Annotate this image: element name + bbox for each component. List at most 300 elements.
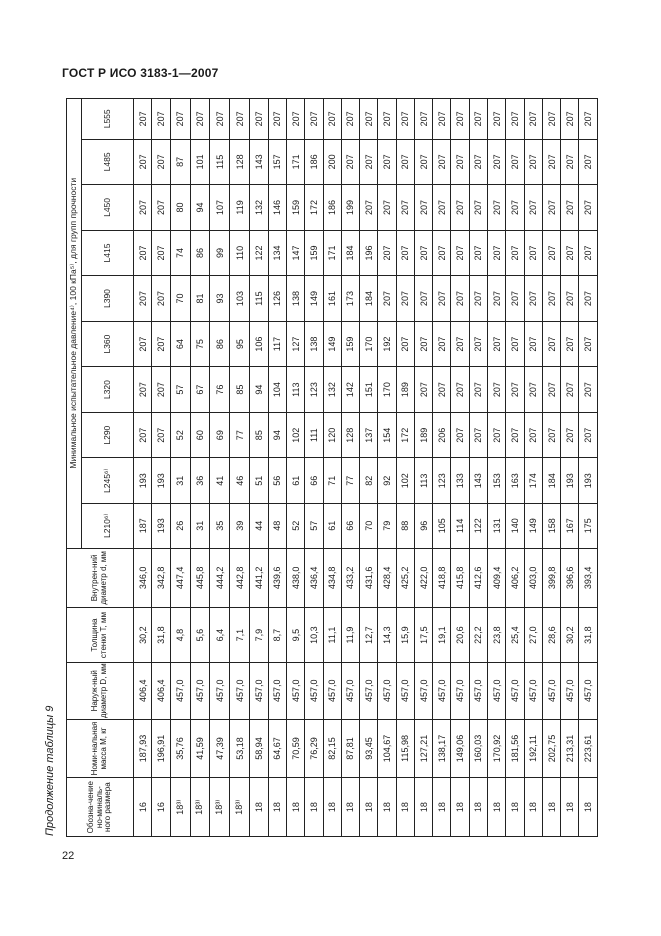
cell-pressure-l210: 66 [341,504,359,549]
cell-pressure-l210: 96 [414,504,432,549]
cell-pressure-l390: 207 [396,276,414,322]
cell-pressure-l320: 207 [134,367,152,413]
cell-mass: 47,39 [210,719,230,778]
cell-pressure-l390: 115 [250,276,268,322]
cell-pressure-l245: 56 [268,458,286,504]
table-row [451,99,469,837]
cell-pressure-l320: 132 [323,367,341,413]
cell-pressure-l450: 207 [433,185,451,231]
header-grade: L320 [82,367,134,413]
cell-pressure-l390: 207 [579,276,598,322]
cell-inner-diameter: 399,8 [542,548,560,608]
table-row [524,99,542,837]
cell-pressure-l390: 70 [170,276,190,322]
cell-pressure-l320: 207 [152,367,170,413]
cell-outer-diameter: 457,0 [323,662,341,719]
rotated-table-container [66,98,598,837]
cell-pressure-l245: 36 [190,458,210,504]
cell-pressure-l360: 207 [396,321,414,367]
cell-outer-diameter: 457,0 [451,662,469,719]
cell-pressure-l290: 154 [378,412,396,458]
cell-pressure-l415: 207 [414,230,432,276]
cell-size: 18 [414,778,432,837]
cell-pressure-l555: 207 [190,99,210,140]
cell-pressure-l415: 171 [323,230,341,276]
table-row [152,99,170,837]
cell-size: 18³⁾ [210,778,230,837]
cell-pressure-l290: 189 [414,412,432,458]
cell-pressure-l485: 207 [152,139,170,185]
table-row [268,99,286,837]
cell-pressure-l415: 207 [378,230,396,276]
cell-pressure-l360: 192 [378,321,396,367]
cell-outer-diameter: 457,0 [230,662,250,719]
cell-pressure-l450: 207 [506,185,524,231]
cell-pressure-l210: 131 [488,504,506,549]
table-row [134,99,152,837]
cell-pressure-l415: 207 [561,230,579,276]
cell-size: 18 [305,778,323,837]
cell-pressure-l290: 60 [190,412,210,458]
cell-pressure-l210: 57 [305,504,323,549]
cell-pressure-l555: 207 [488,99,506,140]
cell-pressure-l485: 200 [323,139,341,185]
cell-pressure-l320: 85 [230,367,250,413]
cell-pressure-l320: 94 [250,367,268,413]
cell-size: 18 [524,778,542,837]
cell-pressure-l290: 69 [210,412,230,458]
cell-inner-diameter: 447,4 [170,548,190,608]
cell-wall-thickness: 25,4 [506,608,524,663]
cell-pressure-l210: 31 [190,504,210,549]
cell-pressure-l415: 122 [250,230,268,276]
cell-wall-thickness: 11,1 [323,608,341,663]
cell-wall-thickness: 11,9 [341,608,359,663]
cell-inner-diameter: 436,4 [305,548,323,608]
table-row [542,99,560,837]
cell-size: 18 [360,778,378,837]
cell-pressure-l415: 159 [305,230,323,276]
table-row [378,99,396,837]
table-row [396,99,414,837]
cell-pressure-l415: 74 [170,230,190,276]
cell-mass: 87,81 [341,719,359,778]
cell-pressure-l390: 149 [305,276,323,322]
cell-outer-diameter: 457,0 [170,662,190,719]
cell-pressure-l320: 104 [268,367,286,413]
cell-pressure-l210: 61 [323,504,341,549]
cell-pressure-l390: 207 [451,276,469,322]
cell-pressure-l245: 193 [579,458,598,504]
cell-inner-diameter: 439,6 [268,548,286,608]
cell-pressure-l485: 143 [250,139,268,185]
cell-pressure-l555: 207 [170,99,190,140]
cell-wall-thickness: 9,5 [286,608,304,663]
cell-pressure-l290: 128 [341,412,359,458]
cell-pressure-l450: 207 [469,185,487,231]
cell-pressure-l450: 172 [305,185,323,231]
cell-pressure-l360: 95 [230,321,250,367]
table-row [170,99,190,837]
cell-wall-thickness: 28,6 [542,608,560,663]
cell-pressure-l290: 52 [170,412,190,458]
cell-wall-thickness: 14,3 [378,608,396,663]
cell-wall-thickness: 31,8 [152,608,170,663]
cell-pressure-l290: 207 [506,412,524,458]
cell-pressure-l360: 207 [414,321,432,367]
cell-size: 18 [378,778,396,837]
cell-pressure-l415: 86 [190,230,210,276]
cell-size: 16 [134,778,152,837]
cell-pressure-l555: 207 [230,99,250,140]
cell-pressure-l245: 82 [360,458,378,504]
cell-mass: 104,67 [378,719,396,778]
cell-pressure-l210: 122 [469,504,487,549]
page-number: 22 [62,850,75,862]
header-mass: Номи-нальная масса M, кг [67,719,134,778]
cell-pressure-l415: 207 [451,230,469,276]
cell-pressure-l290: 207 [579,412,598,458]
cell-outer-diameter: 457,0 [286,662,304,719]
cell-size: 18 [268,778,286,837]
cell-size: 18 [433,778,451,837]
cell-pressure-l555: 207 [210,99,230,140]
cell-outer-diameter: 457,0 [506,662,524,719]
cell-pressure-l555: 207 [414,99,432,140]
cell-pressure-l555: 207 [524,99,542,140]
cell-pressure-l390: 103 [230,276,250,322]
table-row [323,99,341,837]
table-body [134,99,598,837]
cell-size: 18 [396,778,414,837]
cell-mass: 64,67 [268,719,286,778]
cell-pressure-l485: 207 [378,139,396,185]
cell-pressure-l210: 26 [170,504,190,549]
cell-pressure-l555: 207 [451,99,469,140]
cell-pressure-l555: 207 [579,99,598,140]
cell-pressure-l320: 207 [542,367,560,413]
cell-pressure-l415: 207 [506,230,524,276]
cell-pressure-l290: 111 [305,412,323,458]
cell-mass: 181,56 [506,719,524,778]
cell-mass: 93,45 [360,719,378,778]
cell-pressure-l450: 207 [488,185,506,231]
cell-pressure-l450: 207 [524,185,542,231]
cell-pressure-l245: 163 [506,458,524,504]
cell-outer-diameter: 457,0 [469,662,487,719]
cell-pressure-l210: 79 [378,504,396,549]
cell-mass: 196,91 [152,719,170,778]
cell-pressure-l415: 207 [433,230,451,276]
cell-mass: 58,94 [250,719,268,778]
cell-pressure-l555: 207 [134,99,152,140]
cell-outer-diameter: 457,0 [341,662,359,719]
cell-pressure-l320: 207 [561,367,579,413]
table-row [305,99,323,837]
cell-size: 18 [579,778,598,837]
header-grade: L485 [82,139,134,185]
cell-pressure-l415: 99 [210,230,230,276]
table-row [286,99,304,837]
header-grade: L415 [82,230,134,276]
cell-wall-thickness: 31,8 [579,608,598,663]
table-row [469,99,487,837]
cell-pressure-l320: 207 [414,367,432,413]
cell-pressure-l290: 85 [250,412,268,458]
cell-pressure-l485: 207 [561,139,579,185]
cell-size: 18 [341,778,359,837]
cell-pressure-l415: 207 [134,230,152,276]
cell-pressure-l450: 207 [134,185,152,231]
cell-pressure-l360: 207 [561,321,579,367]
cell-pressure-l390: 81 [190,276,210,322]
cell-pressure-l450: 207 [396,185,414,231]
cell-pressure-l415: 184 [341,230,359,276]
cell-inner-diameter: 433,2 [341,548,359,608]
cell-pressure-l245: 153 [488,458,506,504]
table-row [488,99,506,837]
cell-pressure-l210: 149 [524,504,542,549]
cell-pressure-l450: 80 [170,185,190,231]
cell-wall-thickness: 30,2 [561,608,579,663]
cell-size: 18³⁾ [230,778,250,837]
cell-size: 18 [561,778,579,837]
header-inner-diameter: Внутрен-ний диаметр d, мм [67,548,134,608]
cell-mass: 213,31 [561,719,579,778]
cell-mass: 223,61 [579,719,598,778]
cell-size: 18 [469,778,487,837]
cell-pressure-l360: 86 [210,321,230,367]
cell-pressure-l210: 187 [134,504,152,549]
cell-pressure-l210: 44 [250,504,268,549]
header-grade: L210⁶⁾ [82,504,134,549]
cell-wall-thickness: 17,5 [414,608,432,663]
cell-pressure-l290: 206 [433,412,451,458]
cell-pressure-l320: 207 [451,367,469,413]
cell-pressure-l485: 207 [506,139,524,185]
cell-pressure-l360: 159 [341,321,359,367]
header-grade: L450 [82,185,134,231]
cell-pressure-l450: 94 [190,185,210,231]
cell-size: 18 [506,778,524,837]
cell-outer-diameter: 457,0 [414,662,432,719]
cell-pressure-l485: 186 [305,139,323,185]
cell-pressure-l360: 207 [488,321,506,367]
cell-pressure-l555: 207 [323,99,341,140]
cell-mass: 138,17 [433,719,451,778]
cell-pressure-l210: 48 [268,504,286,549]
cell-pressure-l390: 207 [469,276,487,322]
cell-pressure-l360: 106 [250,321,268,367]
cell-pressure-l290: 94 [268,412,286,458]
cell-pressure-l245: 31 [170,458,190,504]
cell-pressure-l450: 207 [152,185,170,231]
table-row [230,99,250,837]
cell-pressure-l320: 207 [469,367,487,413]
cell-mass: 192,11 [524,719,542,778]
cell-inner-diameter: 442,8 [230,548,250,608]
cell-pressure-l450: 207 [414,185,432,231]
cell-inner-diameter: 422,0 [414,548,432,608]
cell-pressure-l245: 193 [152,458,170,504]
cell-pressure-l485: 101 [190,139,210,185]
cell-pressure-l290: 120 [323,412,341,458]
cell-pressure-l485: 207 [542,139,560,185]
cell-pressure-l245: 77 [341,458,359,504]
cell-outer-diameter: 457,0 [542,662,560,719]
cell-pressure-l555: 207 [378,99,396,140]
cell-pressure-l555: 207 [469,99,487,140]
cell-pressure-l450: 207 [542,185,560,231]
cell-pressure-l245: 193 [561,458,579,504]
cell-pressure-l210: 39 [230,504,250,549]
cell-pressure-l390: 207 [506,276,524,322]
cell-pressure-l555: 207 [286,99,304,140]
cell-mass: 160,03 [469,719,487,778]
cell-pressure-l245: 46 [230,458,250,504]
cell-outer-diameter: 457,0 [190,662,210,719]
cell-pressure-l360: 127 [286,321,304,367]
cell-pressure-l450: 107 [210,185,230,231]
table-row [561,99,579,837]
cell-pressure-l245: 71 [323,458,341,504]
header-grade: L290 [82,412,134,458]
cell-wall-thickness: 30,2 [134,608,152,663]
cell-pressure-l210: 140 [506,504,524,549]
cell-wall-thickness: 4,8 [170,608,190,663]
cell-wall-thickness: 15,9 [396,608,414,663]
table-row [579,99,598,837]
cell-inner-diameter: 425,2 [396,548,414,608]
cell-pressure-l485: 207 [451,139,469,185]
cell-outer-diameter: 457,0 [360,662,378,719]
cell-pressure-l450: 159 [286,185,304,231]
cell-size: 16 [152,778,170,837]
cell-inner-diameter: 434,8 [323,548,341,608]
cell-pressure-l485: 115 [210,139,230,185]
cell-pressure-l245: 66 [305,458,323,504]
cell-pressure-l450: 207 [378,185,396,231]
cell-wall-thickness: 20,6 [451,608,469,663]
cell-wall-thickness: 8,7 [268,608,286,663]
cell-pressure-l415: 207 [579,230,598,276]
cell-pressure-l245: 133 [451,458,469,504]
cell-pressure-l320: 207 [506,367,524,413]
cell-pressure-l245: 51 [250,458,268,504]
cell-pressure-l415: 110 [230,230,250,276]
table-row [360,99,378,837]
cell-inner-diameter: 396,6 [561,548,579,608]
cell-pressure-l485: 207 [414,139,432,185]
cell-mass: 76,29 [305,719,323,778]
cell-pressure-l360: 117 [268,321,286,367]
cell-pressure-l450: 146 [268,185,286,231]
cell-wall-thickness: 5,6 [190,608,210,663]
cell-pressure-l390: 207 [524,276,542,322]
cell-inner-diameter: 403,0 [524,548,542,608]
cell-pressure-l320: 113 [286,367,304,413]
cell-size: 18 [451,778,469,837]
table-continuation-caption: Продолжение таблицы 9 [44,705,56,836]
cell-pressure-l390: 93 [210,276,230,322]
cell-outer-diameter: 406,4 [134,662,152,719]
cell-inner-diameter: 438,0 [286,548,304,608]
cell-outer-diameter: 457,0 [378,662,396,719]
cell-wall-thickness: 19,1 [433,608,451,663]
cell-pressure-l485: 207 [579,139,598,185]
cell-outer-diameter: 457,0 [524,662,542,719]
cell-pressure-l210: 175 [579,504,598,549]
cell-pressure-l360: 207 [134,321,152,367]
cell-pressure-l555: 207 [542,99,560,140]
cell-outer-diameter: 457,0 [561,662,579,719]
cell-pressure-l290: 207 [469,412,487,458]
cell-mass: 82,15 [323,719,341,778]
header-grade: L390 [82,276,134,322]
cell-outer-diameter: 457,0 [250,662,268,719]
cell-pressure-l360: 207 [469,321,487,367]
cell-mass: 149,06 [451,719,469,778]
cell-pressure-l290: 102 [286,412,304,458]
header-test-pressure: Минимальное испытательное давление⁴⁾, 100 кПа⁵⁾, для групп прочности [67,99,82,549]
cell-pressure-l360: 138 [305,321,323,367]
cell-inner-diameter: 409,4 [488,548,506,608]
cell-pressure-l450: 207 [360,185,378,231]
cell-pressure-l390: 207 [152,276,170,322]
cell-pressure-l415: 207 [542,230,560,276]
cell-pressure-l245: 102 [396,458,414,504]
cell-pressure-l450: 186 [323,185,341,231]
cell-pressure-l360: 207 [542,321,560,367]
cell-pressure-l415: 207 [488,230,506,276]
table-row [414,99,432,837]
cell-pressure-l485: 207 [524,139,542,185]
cell-pressure-l290: 172 [396,412,414,458]
header-wall-thickness: Толщина стенки T, мм [67,608,134,663]
cell-size: 18 [488,778,506,837]
cell-pressure-l555: 207 [341,99,359,140]
table-row [506,99,524,837]
cell-pressure-l360: 207 [506,321,524,367]
cell-pressure-l555: 207 [396,99,414,140]
cell-inner-diameter: 428,4 [378,548,396,608]
cell-pressure-l555: 207 [506,99,524,140]
cell-pressure-l290: 207 [134,412,152,458]
cell-mass: 202,75 [542,719,560,778]
cell-pressure-l320: 57 [170,367,190,413]
cell-pressure-l485: 171 [286,139,304,185]
header-size: Обозна-чение но-миналь-ного размера [67,778,134,837]
cell-pressure-l320: 142 [341,367,359,413]
cell-outer-diameter: 457,0 [433,662,451,719]
cell-inner-diameter: 406,2 [506,548,524,608]
cell-pressure-l485: 207 [488,139,506,185]
cell-pressure-l555: 207 [250,99,268,140]
cell-pressure-l210: 88 [396,504,414,549]
cell-inner-diameter: 445,8 [190,548,210,608]
cell-pressure-l360: 207 [433,321,451,367]
cell-pressure-l290: 207 [524,412,542,458]
cell-mass: 187,93 [134,719,152,778]
cell-pressure-l210: 35 [210,504,230,549]
cell-pressure-l320: 189 [396,367,414,413]
cell-pressure-l485: 207 [341,139,359,185]
cell-pressure-l320: 207 [579,367,598,413]
cell-pressure-l290: 207 [542,412,560,458]
cell-pressure-l210: 70 [360,504,378,549]
cell-pressure-l390: 161 [323,276,341,322]
cell-pressure-l210: 114 [451,504,469,549]
